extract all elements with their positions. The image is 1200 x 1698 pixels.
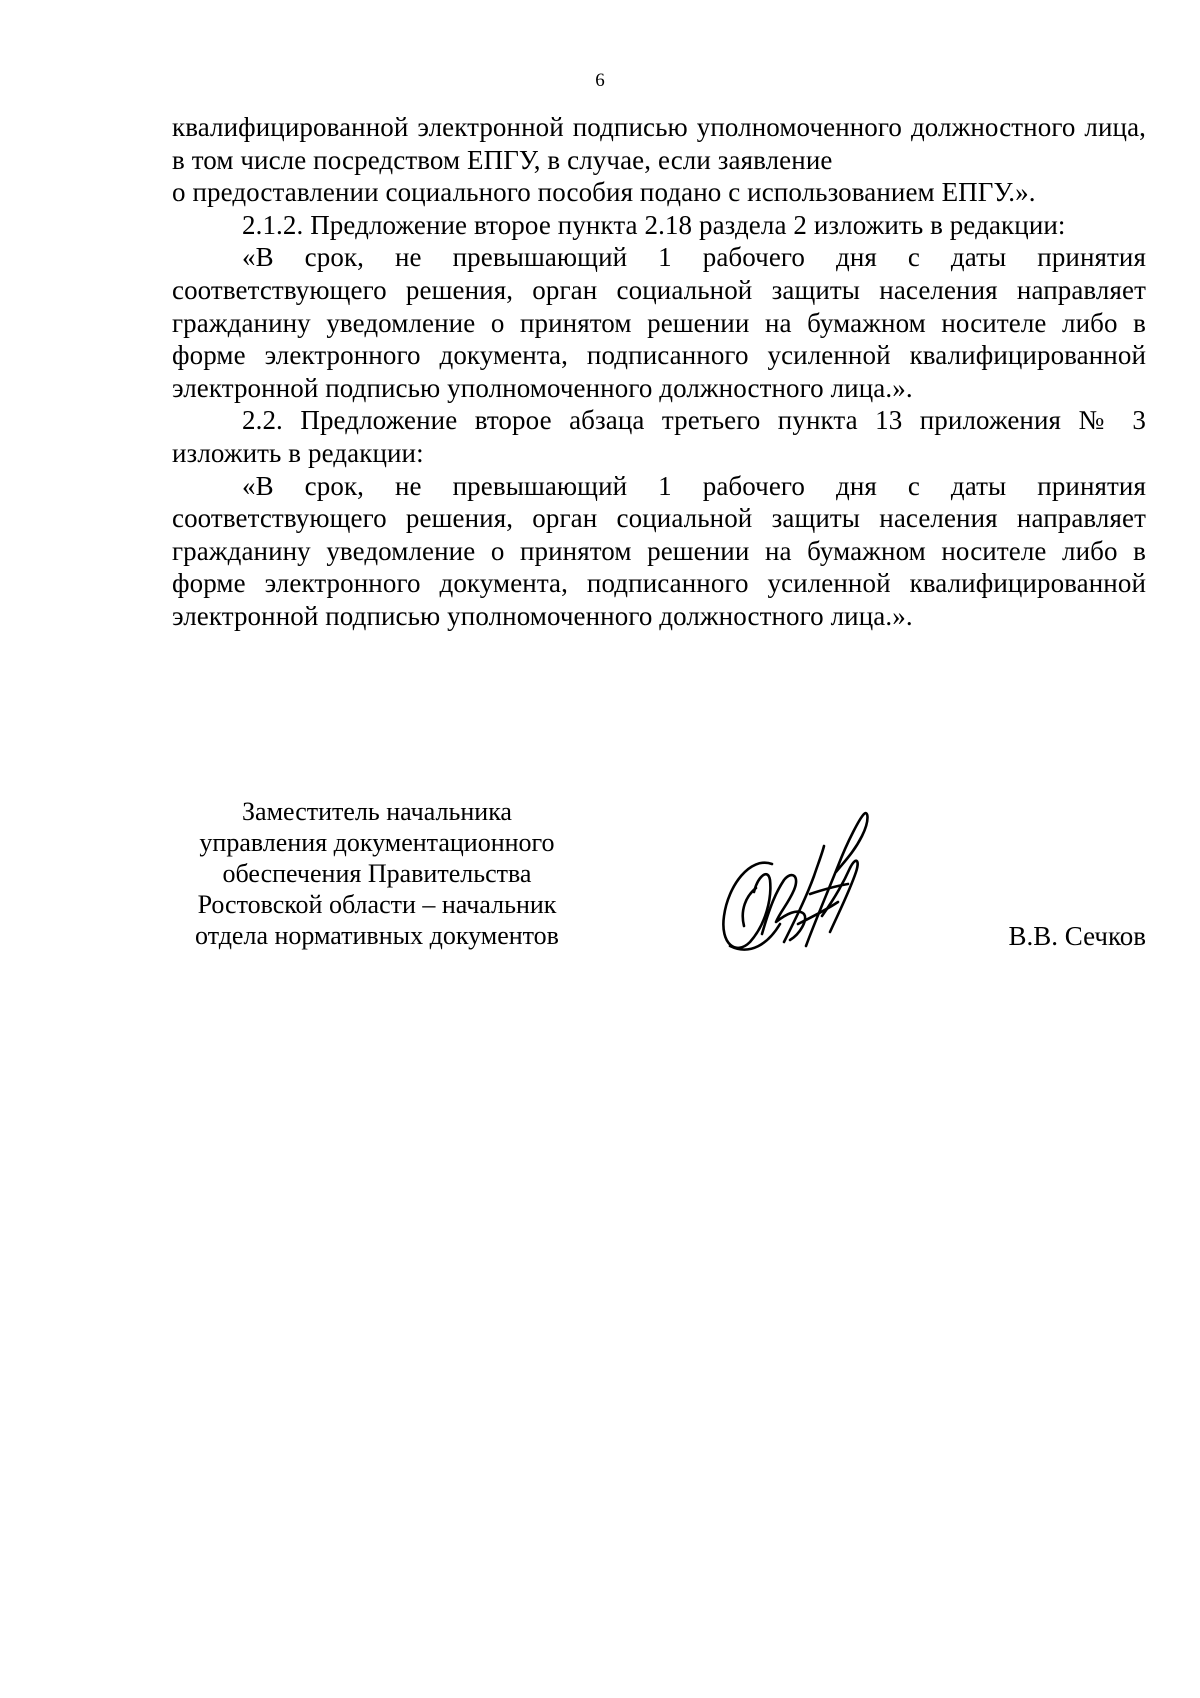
text-line: квалифицированной электронной подписью уполномоченного должностного (172, 568, 1146, 631)
text-line: лица.». (830, 600, 913, 631)
text-line: лица.». (830, 372, 913, 403)
text-line: квалифицированной электронной подписью уполномоченного должностного (172, 340, 1146, 403)
text-line: «В срок, не превышающий 1 рабочего дня с даты принятия (242, 242, 1146, 273)
paragraph-continuation (172, 111, 1146, 209)
text-line: лица, в том числе посредством ЕПГУ, в случае, если заявление (172, 112, 1147, 175)
text-line: гражданину уведомление о принятом решении на бумажном носителе либо (172, 535, 1118, 566)
paragraph-item-2-1-2 (172, 209, 1146, 242)
text-line: соответствующего решения, орган социальной защиты населения направляет (172, 503, 1146, 534)
position-line: Ростовской области – начальник (197, 890, 557, 919)
position-line: отдела нормативных документов (195, 921, 559, 950)
text-line: 2.2. Предложение второе абзаца третьего пункта 13 приложения (242, 405, 1062, 436)
position-line: обеспечения Правительства (222, 859, 532, 888)
position-line: Заместитель начальника (242, 797, 512, 826)
text-line: 2.1.2. Предложение второе пункта 2.18 раздела 2 изложить в редакции: (242, 209, 1066, 240)
position-line: управления документационного (199, 828, 555, 857)
signer-name: В.В. Сечков (1008, 921, 1146, 951)
paragraph-quote-1 (172, 241, 1146, 404)
page-number: 6 (595, 70, 605, 91)
text-line: в форме электронного документа, подписанного усиленной (172, 307, 1146, 371)
paragraph-quote-2 (172, 470, 1146, 633)
text-line: квалифицированной электронной подписью уполномоченного должностного (172, 112, 1076, 142)
text-line: «В срок, не превышающий 1 рабочего дня с даты принятия (242, 470, 1146, 501)
text-line: гражданину уведомление о принятом решении на бумажном носителе либо (172, 307, 1118, 338)
paragraph-item-2-2 (172, 404, 1146, 469)
text-line: соответствующего решения, орган социальной защиты населения направляет (172, 274, 1146, 305)
text-line: № 3 изложить в редакции: (172, 405, 1146, 468)
handwritten-signature (710, 806, 890, 966)
text-line: в форме электронного документа, подписанного усиленной (172, 535, 1146, 599)
signatory-position (172, 796, 582, 951)
text-line: о предоставлении социального пособия подано с использованием ЕПГУ.». (172, 177, 1036, 208)
document-body (172, 111, 1146, 633)
